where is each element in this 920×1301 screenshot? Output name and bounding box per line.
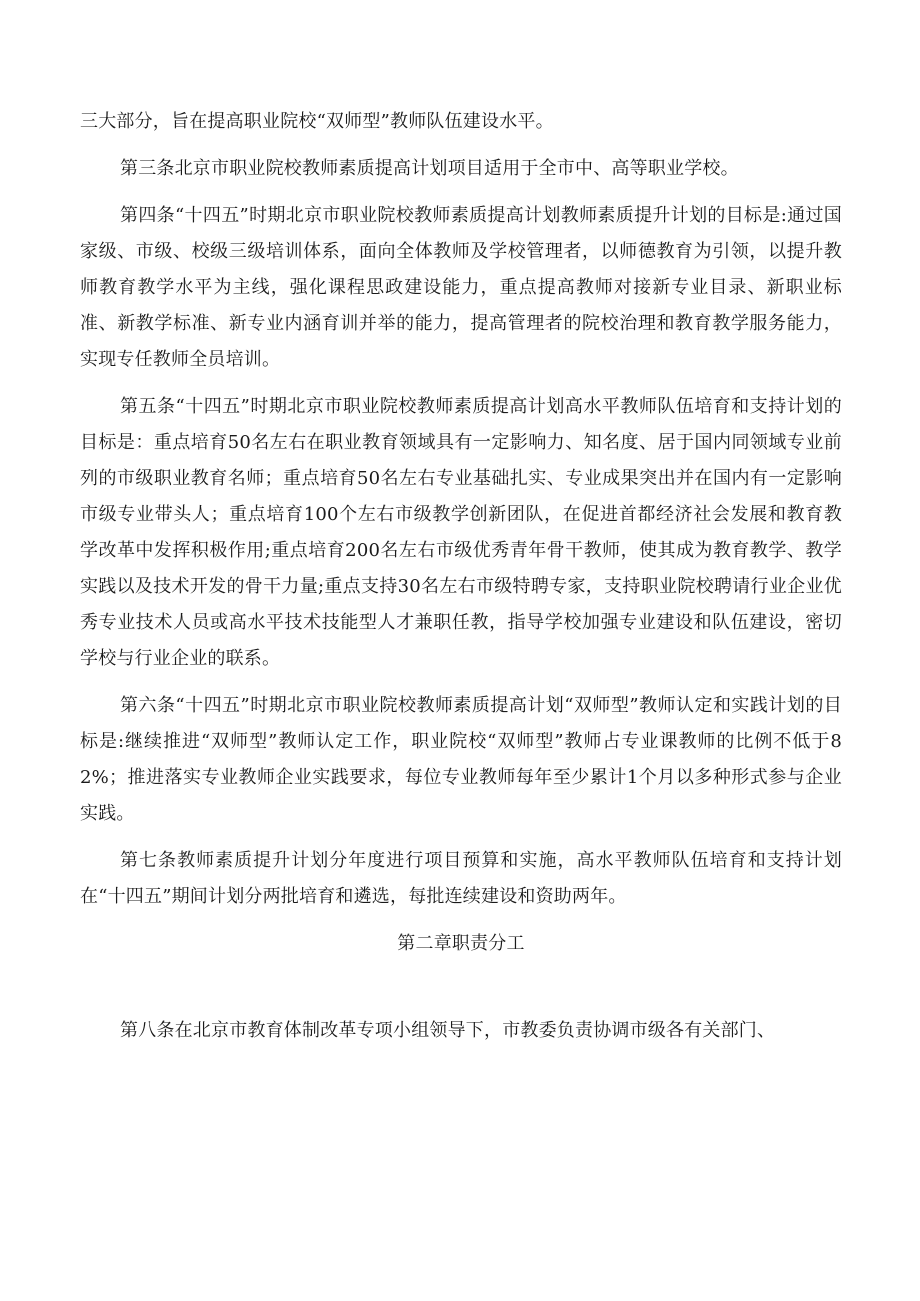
document-body: [80, 104, 842, 1060]
chapter-heading: 第二章职责分工: [397, 933, 525, 954]
paragraph-continuation: 三大部分，旨在提高职业院校“双师型”教师队伍建设水平。: [80, 111, 554, 132]
paragraph-article-3: 第三条北京市职业院校教师素质提高计划项目适用于全市中、高等职业学校。: [120, 158, 739, 179]
paragraph-article-4: 第四条“十四五”时期北京市职业院校教师素质提高计划教师素质提升计划的目标是:通过国家级、市级、校级三级培训体系，面向全体教师及学校管理者，以师德教育为引领，以提升教师教育教学水平为主线，强化课程思政建设能力，重点提高教师对接新专业目录、新职业标准、新教学标准、新专业内涵育训并举的能力，提高管理者的院校治理和教育教学服务能力，实现专任教师全员培训。: [80, 205, 842, 370]
paragraph-article-5: 第五条“十四五”时期北京市职业院校教师素质提高计划高水平教师队伍培育和支持计划的目标是：重点培育50名左右在职业教育领域具有一定影响力、知名度、居于国内同领域专业前列的市级职业教育名师；重点培育50名左右专业基础扎实、专业成果突出并在国内有一定影响市级专业带头人；重点培育100个左右市级教学创新团队，在促进首都经济社会发展和教育教学改革中发挥积极作用;重点培育200名左右市级优秀青年骨干教师，使其成为教育教学、教学实践以及技术开发的骨干力量;重点支持30名左右市级特聘专家，支持职业院校聘请行业企业优秀专业技术人员或高水平技术技能型人才兼职任教，指导学校加强专业建设和队伍建设，密切学校与行业企业的联系。: [80, 396, 842, 669]
paragraph-article-6: 第六条“十四五”时期北京市职业院校教师素质提高计划“双师型”教师认定和实践计划的目标是:继续推进“双师型”教师认定工作，职业院校“双师型”教师占专业课教师的比例不低于82%；推进落实专业教师企业实践要求，每位专业教师每年至少累计1个月以多种形式参与企业实践。: [80, 695, 842, 824]
paragraph-article-8: 第八条在北京市教育体制改革专项小组领导下，市教委负责协调市级各有关部门、: [120, 1020, 776, 1041]
paragraph-article-7: 第七条教师素质提升计划分年度进行项目预算和实施，高水平教师队伍培育和支持计划在“十四五”期间计划分两批培育和遴选，每批连续建设和资助两年。: [80, 850, 842, 907]
